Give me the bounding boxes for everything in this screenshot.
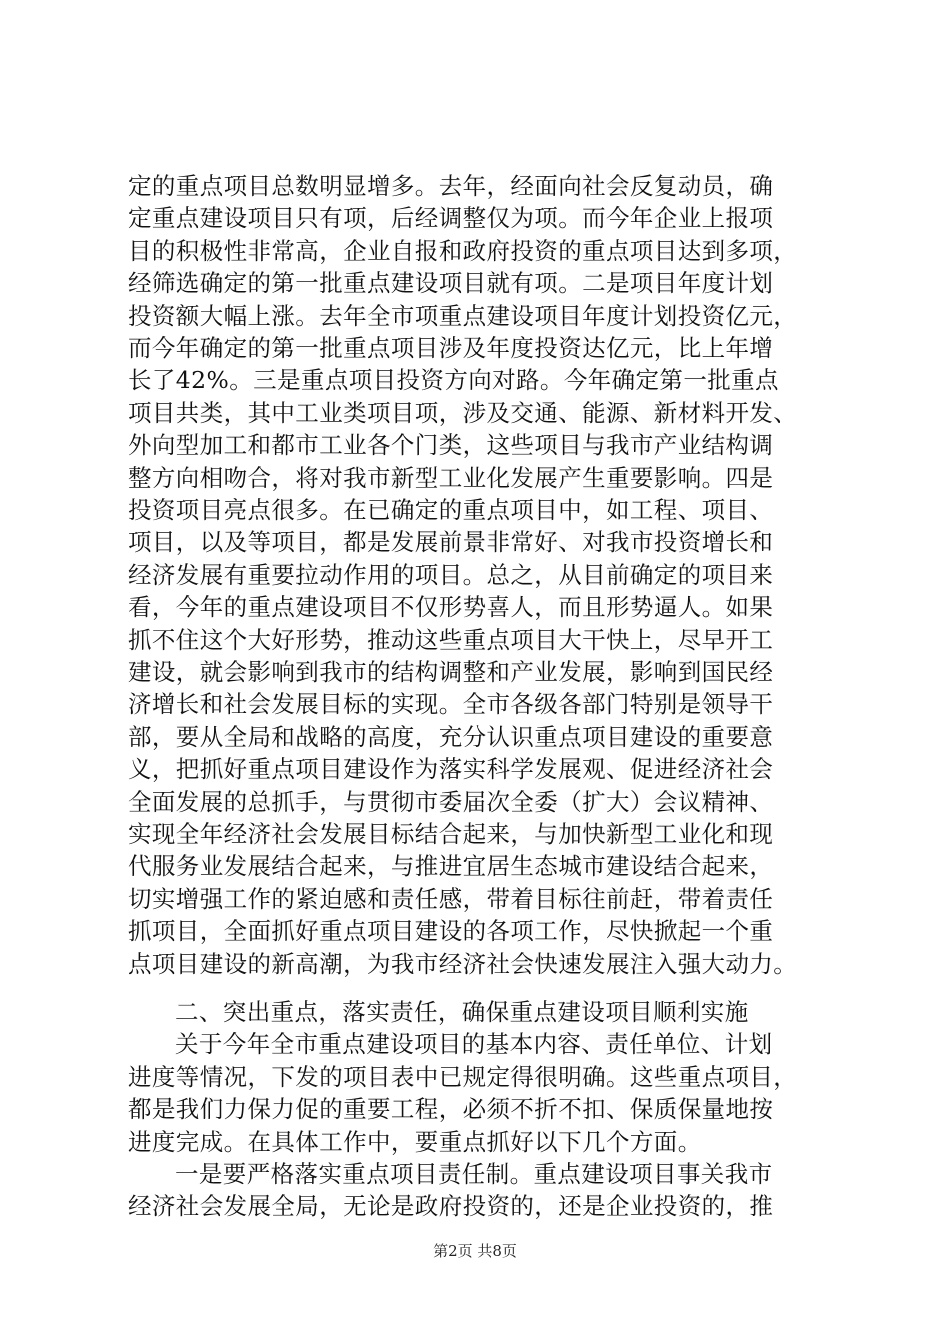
paragraph-line: 关于今年全市重点建设项目的基本内容、责任单位、计划 (175, 1030, 773, 1059)
paragraph-line: 进度等情况，下发的项目表中已规定得很明确。这些重点项目， (128, 1062, 798, 1091)
paragraph-line: 投资额大幅上涨。去年全市项重点建设项目年度计划投资亿元， (128, 301, 798, 330)
paragraph-line: 济增长和社会发展目标的实现。全市各级各部门特别是领导干 (128, 690, 774, 719)
paragraph-line: 部，要从全局和战略的高度，充分认识重点项目建设的重要意 (128, 722, 774, 751)
section-heading: 二、突出重点，落实责任，确保重点建设项目顺利实施 (175, 998, 749, 1026)
page-footer: 第2页 共8页 (433, 1242, 517, 1260)
paragraph-line: 目的积极性非常高，企业自报和政府投资的重点项目达到多项， (128, 236, 798, 265)
paragraph-line: 整方向相吻合，将对我市新型工业化发展产生重要影响。四是 (128, 463, 774, 492)
paragraph-line: 项目共类，其中工业类项目项，涉及交通、能源、新材料开发、 (128, 398, 798, 427)
paragraph-line: 点项目建设的新高潮，为我市经济社会快速发展注入强大动力。 (128, 949, 798, 978)
paragraph-line: 看，今年的重点建设项目不仅形势喜人，而且形势逼人。如果 (128, 593, 774, 622)
paragraph-line: 定的重点项目总数明显增多。去年，经面向社会反复动员，确 (128, 172, 774, 200)
paragraph-line: 项目，以及等项目，都是发展前景非常好、对我市投资增长和 (128, 528, 774, 557)
paragraph-line: 进度完成。在具体工作中，要重点抓好以下几个方面。 (128, 1127, 702, 1156)
paragraph-line: 定重点建设项目只有项，后经调整仅为项。而今年企业上报项 (128, 204, 774, 233)
paragraph-line: 代服务业发展结合起来，与推进宜居生态城市建设结合起来， (128, 852, 774, 881)
paragraph-line: 义，把抓好重点项目建设作为落实科学发展观、促进经济社会 (128, 755, 774, 784)
paragraph-line: 外向型加工和都市工业各个门类，这些项目与我市产业结构调 (128, 431, 774, 460)
paragraph-line: 长了42%。三是重点项目投资方向对路。今年确定第一批重点 (128, 366, 779, 395)
paragraph-line: 都是我们力保力促的重要工程，必须不折不扣、保质保量地按 (128, 1095, 774, 1124)
paragraph-line: 一是要严格落实重点项目责任制。重点建设项目事关我市 (175, 1160, 773, 1188)
paragraph-line: 而今年确定的第一批重点项目涉及年度投资达亿元，比上年增 (128, 334, 774, 362)
paragraph-line: 经筛选确定的第一批重点建设项目就有项。二是项目年度计划 (128, 269, 774, 298)
paragraph-line: 建设，就会影响到我市的结构调整和产业发展，影响到国民经 (128, 658, 774, 686)
paragraph-line: 经济发展有重要拉动作用的项目。总之，从目前确定的项目来 (128, 560, 774, 589)
paragraph-line: 抓项目，全面抓好重点项目建设的各项工作，尽快掀起一个重 (128, 917, 774, 946)
paragraph-line: 全面发展的总抓手，与贯彻市委届次全委（扩大）会议精神、 (128, 787, 774, 816)
paragraph-line: 投资项目亮点很多。在已确定的重点项目中，如工程、项目、 (128, 496, 774, 524)
paragraph-line: 切实增强工作的紧迫感和责任感，带着目标往前赶，带着责任 (128, 884, 774, 913)
paragraph-line: 经济社会发展全局，无论是政府投资的，还是企业投资的，推 (128, 1192, 774, 1221)
paragraph-line: 实现全年经济社会发展目标结合起来，与加快新型工业化和现 (128, 820, 774, 848)
paragraph-line: 抓不住这个大好形势，推动这些重点项目大干快上，尽早开工 (128, 625, 774, 654)
